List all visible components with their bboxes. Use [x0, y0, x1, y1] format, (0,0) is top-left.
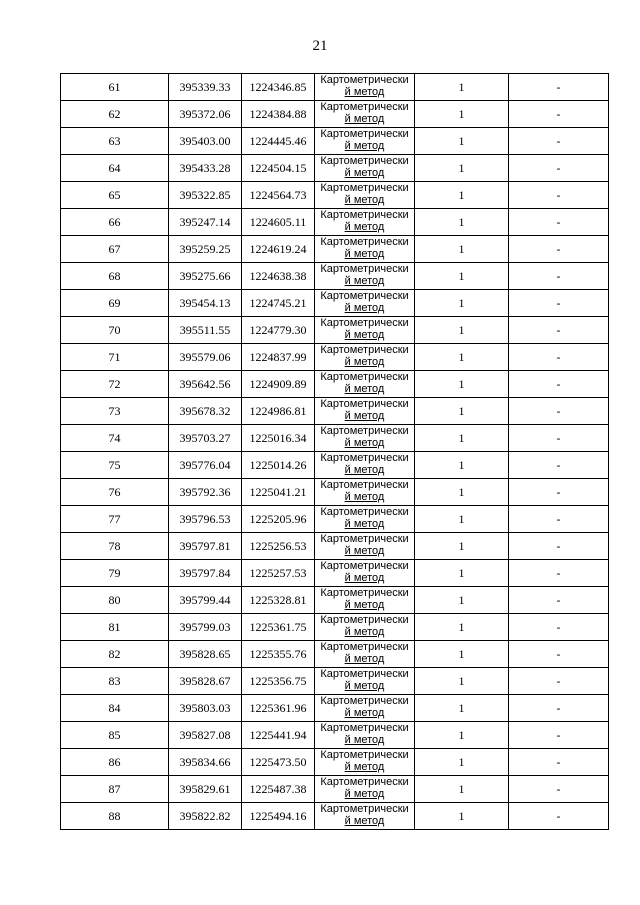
note-cell: - — [509, 614, 609, 641]
method-text-line2: й метод — [344, 383, 385, 395]
point-number-cell: 67 — [61, 236, 169, 263]
y-coordinate-cell: 1225494.16 — [242, 803, 315, 830]
precision-cell: 1 — [415, 209, 509, 236]
method-text-line1: Картометрически — [320, 371, 409, 383]
x-coordinate-cell: 395372.06 — [169, 101, 242, 128]
y-coordinate-cell: 1224346.85 — [242, 74, 315, 101]
table-row — [61, 695, 609, 722]
table-row — [61, 776, 609, 803]
precision-cell: 1 — [415, 533, 509, 560]
x-coordinate-cell: 395799.03 — [169, 614, 242, 641]
note-cell: - — [509, 155, 609, 182]
y-coordinate-cell: 1225041.21 — [242, 479, 315, 506]
table-row — [61, 614, 609, 641]
method-cell — [315, 101, 415, 128]
method-cell — [315, 506, 415, 533]
method-text-line1: Картометрически — [320, 74, 409, 86]
method-cell — [315, 209, 415, 236]
table-row — [61, 560, 609, 587]
x-coordinate-cell: 395454.13 — [169, 290, 242, 317]
method-cell — [315, 452, 415, 479]
method-cell — [315, 695, 415, 722]
note-cell: - — [509, 587, 609, 614]
y-coordinate-cell: 1224619.24 — [242, 236, 315, 263]
method-text-line2: й метод — [344, 329, 385, 341]
y-coordinate-cell: 1224745.21 — [242, 290, 315, 317]
precision-cell: 1 — [415, 155, 509, 182]
x-coordinate-cell: 395828.67 — [169, 668, 242, 695]
precision-cell: 1 — [415, 317, 509, 344]
method-text-line1: Картометрически — [320, 587, 409, 599]
table-row — [61, 344, 609, 371]
y-coordinate-cell: 1225441.94 — [242, 722, 315, 749]
table-row — [61, 452, 609, 479]
table-row — [61, 209, 609, 236]
method-text-line2: й метод — [344, 599, 385, 611]
note-cell: - — [509, 776, 609, 803]
method-cell — [315, 128, 415, 155]
y-coordinate-cell: 1225361.75 — [242, 614, 315, 641]
method-text-line2: й метод — [344, 815, 385, 827]
note-cell: - — [509, 74, 609, 101]
table-row — [61, 803, 609, 830]
precision-cell: 1 — [415, 695, 509, 722]
table-row — [61, 155, 609, 182]
precision-cell: 1 — [415, 722, 509, 749]
note-cell: - — [509, 371, 609, 398]
y-coordinate-cell: 1225205.96 — [242, 506, 315, 533]
x-coordinate-cell: 395797.84 — [169, 560, 242, 587]
method-text-line2: й метод — [344, 572, 385, 584]
y-coordinate-cell: 1224779.30 — [242, 317, 315, 344]
method-text-line2: й метод — [344, 410, 385, 422]
note-cell: - — [509, 749, 609, 776]
x-coordinate-cell: 395828.65 — [169, 641, 242, 668]
method-cell — [315, 290, 415, 317]
method-text-line2: й метод — [344, 140, 385, 152]
point-number-cell: 77 — [61, 506, 169, 533]
coordinates-table — [60, 73, 609, 830]
note-cell: - — [509, 263, 609, 290]
method-text-line1: Картометрически — [320, 803, 409, 815]
table-row — [61, 533, 609, 560]
method-text-line2: й метод — [344, 464, 385, 476]
y-coordinate-cell: 1224384.88 — [242, 101, 315, 128]
method-cell — [315, 560, 415, 587]
precision-cell: 1 — [415, 236, 509, 263]
point-number-cell: 75 — [61, 452, 169, 479]
method-cell — [315, 263, 415, 290]
x-coordinate-cell: 395642.56 — [169, 371, 242, 398]
x-coordinate-cell: 395829.61 — [169, 776, 242, 803]
x-coordinate-cell: 395792.36 — [169, 479, 242, 506]
point-number-cell: 76 — [61, 479, 169, 506]
method-text-line1: Картометрически — [320, 776, 409, 788]
method-cell — [315, 74, 415, 101]
method-text-line2: й метод — [344, 194, 385, 206]
y-coordinate-cell: 1224638.38 — [242, 263, 315, 290]
precision-cell: 1 — [415, 668, 509, 695]
method-text-line1: Картометрически — [320, 533, 409, 545]
point-number-cell: 83 — [61, 668, 169, 695]
point-number-cell: 71 — [61, 344, 169, 371]
method-text-line1: Картометрически — [320, 641, 409, 653]
method-cell — [315, 668, 415, 695]
method-text-line2: й метод — [344, 545, 385, 557]
precision-cell: 1 — [415, 587, 509, 614]
note-cell: - — [509, 425, 609, 452]
x-coordinate-cell: 395339.33 — [169, 74, 242, 101]
table-row — [61, 641, 609, 668]
point-number-cell: 82 — [61, 641, 169, 668]
precision-cell: 1 — [415, 614, 509, 641]
note-cell: - — [509, 398, 609, 425]
precision-cell: 1 — [415, 101, 509, 128]
method-cell — [315, 236, 415, 263]
x-coordinate-cell: 395822.82 — [169, 803, 242, 830]
method-text-line1: Картометрически — [320, 155, 409, 167]
method-cell — [315, 479, 415, 506]
point-number-cell: 72 — [61, 371, 169, 398]
point-number-cell: 66 — [61, 209, 169, 236]
y-coordinate-cell: 1225356.75 — [242, 668, 315, 695]
x-coordinate-cell: 395797.81 — [169, 533, 242, 560]
y-coordinate-cell: 1224605.11 — [242, 209, 315, 236]
table-row — [61, 290, 609, 317]
method-text-line2: й метод — [344, 653, 385, 665]
point-number-cell: 62 — [61, 101, 169, 128]
method-text-line2: й метод — [344, 761, 385, 773]
method-text-line2: й метод — [344, 302, 385, 314]
method-cell — [315, 344, 415, 371]
y-coordinate-cell: 1224445.46 — [242, 128, 315, 155]
precision-cell: 1 — [415, 749, 509, 776]
table-row — [61, 236, 609, 263]
method-text-line2: й метод — [344, 113, 385, 125]
note-cell: - — [509, 344, 609, 371]
method-text-line1: Картометрически — [320, 668, 409, 680]
precision-cell: 1 — [415, 776, 509, 803]
precision-cell: 1 — [415, 560, 509, 587]
point-number-cell: 80 — [61, 587, 169, 614]
point-number-cell: 88 — [61, 803, 169, 830]
method-text-line1: Картометрически — [320, 722, 409, 734]
y-coordinate-cell: 1225355.76 — [242, 641, 315, 668]
method-text-line2: й метод — [344, 167, 385, 179]
y-coordinate-cell: 1224909.89 — [242, 371, 315, 398]
point-number-cell: 79 — [61, 560, 169, 587]
x-coordinate-cell: 395796.53 — [169, 506, 242, 533]
note-cell: - — [509, 533, 609, 560]
table-row — [61, 479, 609, 506]
method-cell — [315, 803, 415, 830]
note-cell: - — [509, 209, 609, 236]
point-number-cell: 85 — [61, 722, 169, 749]
method-text-line1: Картометрически — [320, 479, 409, 491]
precision-cell: 1 — [415, 128, 509, 155]
precision-cell: 1 — [415, 182, 509, 209]
table-row — [61, 182, 609, 209]
x-coordinate-cell: 395703.27 — [169, 425, 242, 452]
method-cell — [315, 722, 415, 749]
table-row — [61, 74, 609, 101]
precision-cell: 1 — [415, 506, 509, 533]
precision-cell: 1 — [415, 479, 509, 506]
table-row — [61, 425, 609, 452]
method-text-line2: й метод — [344, 518, 385, 530]
method-text-line1: Картометрически — [320, 695, 409, 707]
table-row — [61, 668, 609, 695]
note-cell: - — [509, 506, 609, 533]
y-coordinate-cell: 1225016.34 — [242, 425, 315, 452]
table-row — [61, 398, 609, 425]
method-cell — [315, 776, 415, 803]
method-cell — [315, 398, 415, 425]
method-text-line1: Картометрически — [320, 209, 409, 221]
y-coordinate-cell: 1224564.73 — [242, 182, 315, 209]
method-cell — [315, 641, 415, 668]
point-number-cell: 65 — [61, 182, 169, 209]
note-cell: - — [509, 668, 609, 695]
method-text-line2: й метод — [344, 491, 385, 503]
table-row — [61, 263, 609, 290]
method-text-line1: Картометрически — [320, 614, 409, 626]
precision-cell: 1 — [415, 344, 509, 371]
point-number-cell: 63 — [61, 128, 169, 155]
method-text-line2: й метод — [344, 680, 385, 692]
method-text-line2: й метод — [344, 86, 385, 98]
x-coordinate-cell: 395579.06 — [169, 344, 242, 371]
table-row — [61, 506, 609, 533]
y-coordinate-cell: 1225487.38 — [242, 776, 315, 803]
precision-cell: 1 — [415, 641, 509, 668]
table-row — [61, 101, 609, 128]
method-cell — [315, 317, 415, 344]
precision-cell: 1 — [415, 803, 509, 830]
note-cell: - — [509, 236, 609, 263]
note-cell: - — [509, 641, 609, 668]
method-text-line1: Картометрически — [320, 263, 409, 275]
y-coordinate-cell: 1225473.50 — [242, 749, 315, 776]
method-text-line1: Картометрически — [320, 128, 409, 140]
y-coordinate-cell: 1225014.26 — [242, 452, 315, 479]
page-number: 21 — [312, 38, 328, 54]
x-coordinate-cell: 395247.14 — [169, 209, 242, 236]
table-row — [61, 722, 609, 749]
y-coordinate-cell: 1224504.15 — [242, 155, 315, 182]
precision-cell: 1 — [415, 290, 509, 317]
x-coordinate-cell: 395259.25 — [169, 236, 242, 263]
precision-cell: 1 — [415, 263, 509, 290]
x-coordinate-cell: 395799.44 — [169, 587, 242, 614]
method-text-line2: й метод — [344, 221, 385, 233]
method-text-line2: й метод — [344, 788, 385, 800]
note-cell: - — [509, 290, 609, 317]
y-coordinate-cell: 1225328.81 — [242, 587, 315, 614]
x-coordinate-cell: 395827.08 — [169, 722, 242, 749]
note-cell: - — [509, 722, 609, 749]
method-text-line1: Картометрически — [320, 749, 409, 761]
note-cell: - — [509, 128, 609, 155]
x-coordinate-cell: 395322.85 — [169, 182, 242, 209]
method-cell — [315, 749, 415, 776]
method-text-line1: Картометрически — [320, 317, 409, 329]
x-coordinate-cell: 395275.66 — [169, 263, 242, 290]
point-number-cell: 70 — [61, 317, 169, 344]
note-cell: - — [509, 101, 609, 128]
y-coordinate-cell: 1224837.99 — [242, 344, 315, 371]
method-cell — [315, 614, 415, 641]
method-text-line1: Картометрически — [320, 101, 409, 113]
point-number-cell: 61 — [61, 74, 169, 101]
method-text-line2: й метод — [344, 248, 385, 260]
x-coordinate-cell: 395776.04 — [169, 452, 242, 479]
point-number-cell: 86 — [61, 749, 169, 776]
method-text-line2: й метод — [344, 626, 385, 638]
x-coordinate-cell: 395678.32 — [169, 398, 242, 425]
method-text-line1: Картометрически — [320, 506, 409, 518]
note-cell: - — [509, 479, 609, 506]
method-text-line2: й метод — [344, 707, 385, 719]
method-text-line1: Картометрически — [320, 452, 409, 464]
method-cell — [315, 182, 415, 209]
point-number-cell: 69 — [61, 290, 169, 317]
x-coordinate-cell: 395834.66 — [169, 749, 242, 776]
method-text-line1: Картометрически — [320, 398, 409, 410]
method-cell — [315, 587, 415, 614]
point-number-cell: 74 — [61, 425, 169, 452]
x-coordinate-cell: 395403.00 — [169, 128, 242, 155]
y-coordinate-cell: 1225256.53 — [242, 533, 315, 560]
note-cell: - — [509, 695, 609, 722]
precision-cell: 1 — [415, 74, 509, 101]
note-cell: - — [509, 452, 609, 479]
method-text-line1: Картометрически — [320, 560, 409, 572]
point-number-cell: 73 — [61, 398, 169, 425]
table-row — [61, 128, 609, 155]
method-text-line1: Картометрически — [320, 182, 409, 194]
table-row — [61, 587, 609, 614]
method-text-line1: Картометрически — [320, 290, 409, 302]
note-cell: - — [509, 560, 609, 587]
method-text-line2: й метод — [344, 275, 385, 287]
note-cell: - — [509, 182, 609, 209]
y-coordinate-cell: 1224986.81 — [242, 398, 315, 425]
method-text-line2: й метод — [344, 437, 385, 449]
point-number-cell: 64 — [61, 155, 169, 182]
method-text-line2: й метод — [344, 356, 385, 368]
point-number-cell: 78 — [61, 533, 169, 560]
precision-cell: 1 — [415, 425, 509, 452]
point-number-cell: 81 — [61, 614, 169, 641]
note-cell: - — [509, 803, 609, 830]
y-coordinate-cell: 1225257.53 — [242, 560, 315, 587]
x-coordinate-cell: 395803.03 — [169, 695, 242, 722]
method-cell — [315, 533, 415, 560]
coordinates-table-body — [61, 74, 609, 830]
method-text-line1: Картометрически — [320, 344, 409, 356]
x-coordinate-cell: 395433.28 — [169, 155, 242, 182]
point-number-cell: 84 — [61, 695, 169, 722]
method-cell — [315, 425, 415, 452]
precision-cell: 1 — [415, 452, 509, 479]
precision-cell: 1 — [415, 398, 509, 425]
precision-cell: 1 — [415, 371, 509, 398]
note-cell: - — [509, 317, 609, 344]
point-number-cell: 87 — [61, 776, 169, 803]
table-row — [61, 371, 609, 398]
method-cell — [315, 155, 415, 182]
y-coordinate-cell: 1225361.96 — [242, 695, 315, 722]
table-row — [61, 749, 609, 776]
method-cell — [315, 371, 415, 398]
method-text-line1: Картометрически — [320, 425, 409, 437]
point-number-cell: 68 — [61, 263, 169, 290]
method-text-line2: й метод — [344, 734, 385, 746]
table-row — [61, 317, 609, 344]
x-coordinate-cell: 395511.55 — [169, 317, 242, 344]
method-text-line1: Картометрически — [320, 236, 409, 248]
